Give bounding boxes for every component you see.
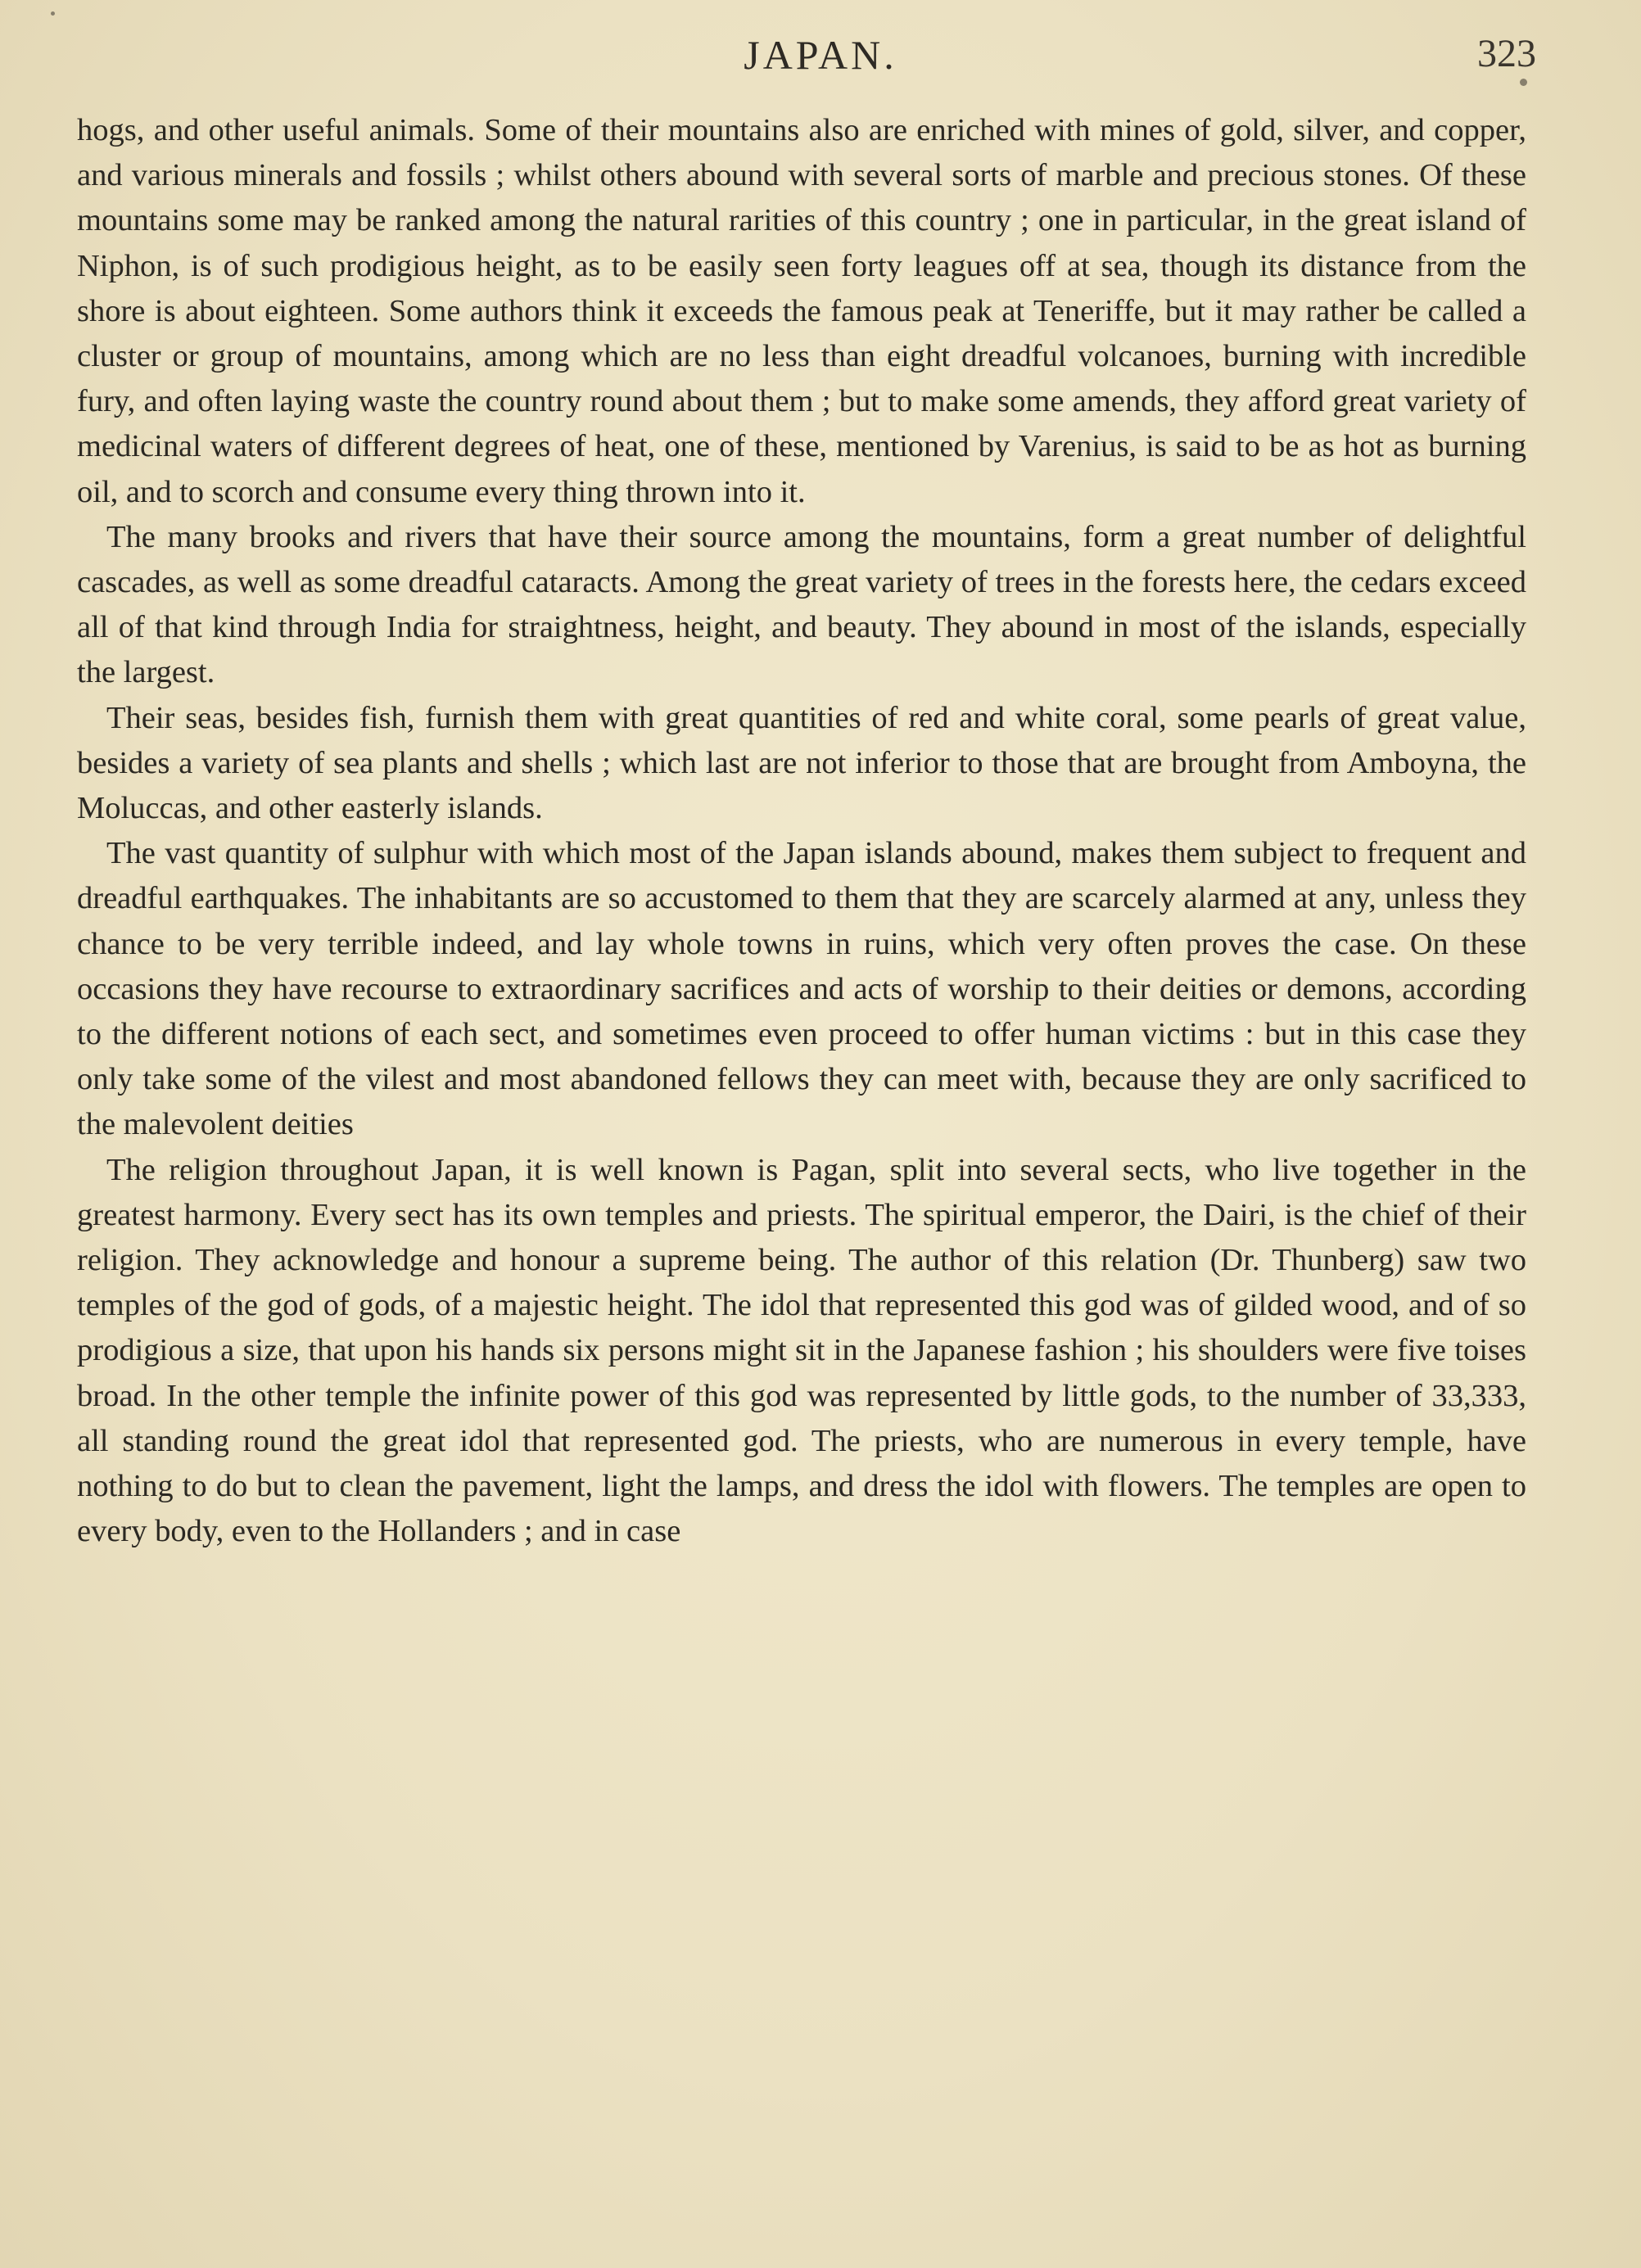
paragraph: hogs, and other useful animals. Some of their mountains also are enriched with mines of gold, silver, and copper, and various minerals and fossils ; whilst others abound with several sorts of marble and precious stones. Of these mountains some may be ranked among the natural rarities of this country ; one in particular, in the great island of Niphon, is of such prodigious height, as to be easily seen forty leagues off at sea, though its distance from the shore is about eighteen. Some authors think it exceeds the famous peak at Teneriffe, but it may rather be called a cluster or group of mountains, among which are no less than eight dreadful volcanoes, burning with incredible fury, and often laying waste the country round about them ; but to make some amends, they afford great variety of medicinal waters of different degrees of heat, one of these, mentioned by Varenius, is said to be as hot as burning oil, and to scorch and consume every thing thrown into it. xyxy=(77,113,1526,509)
paragraph: Their seas, besides fish, furnish them with great quantities of red and white coral, some pearls of great value, besides a variety of sea plants and shells ; which last are not inferior to those that are brought from Amboyna, the Moluccas, and other easterly islands. xyxy=(77,700,1526,826)
paragraph: The vast quantity of sulphur with which most of the Japan islands abound, makes them subject to frequent and dreadful earthquakes. The inhabitants are so accustomed to them that they are scarcely alarmed at any, unless they chance to be very terrible indeed, and lay whole towns in ruins, which very often proves the case. On these occasions they have recourse to extraordinary sacrifices and acts of worship to their deities or demons, according to the different notions of each sect, and sometimes even proceed to offer human victims : but in this case they only take some of the vilest and most abandoned fellows they can meet with, because they are only sacrificed to the malevolent deities xyxy=(77,836,1526,1142)
ink-speck xyxy=(51,11,55,16)
page-header xyxy=(0,31,1641,88)
paragraph: The religion throughout Japan, it is well known is Pagan, split into several sects, who live together in the greatest harmony. Every sect has its own temples and priests. The spiritual emperor, the Dairi, is the chief of their religion. They acknowledge and honour a supreme being. The author of this relation (Dr. Thunberg) saw two temples of the god of gods, of a majestic height. The idol that represented this god was of gilded wood, and of so prodigious a size, that upon his hands six persons might sit in the Japanese fashion ; his shoulders were five toises broad. In the other temple the infinite power of this god was represented by little gods, to the number of 33,333, all standing round the great idol that represented god. The priests, who are numerous in every temple, have nothing to do but to clean the pavement, light the lamps, and dress the idol with flowers. The temples are open to every body, even to the Hollanders ; and in case xyxy=(77,1152,1526,1549)
page-number: 323 xyxy=(1477,32,1536,75)
running-title: JAPAN. xyxy=(744,32,897,78)
ink-speck xyxy=(1520,79,1527,86)
body-text xyxy=(77,108,1526,1555)
paragraph: The many brooks and rivers that have their source among the mountains, form a great number of delightful cascades, as well as some dreadful cataracts. Among the great variety of trees in the forests here, the cedars exceed all of that kind through India for straightness, height, and beauty. They abound in most of the islands, especially the largest. xyxy=(77,519,1526,690)
